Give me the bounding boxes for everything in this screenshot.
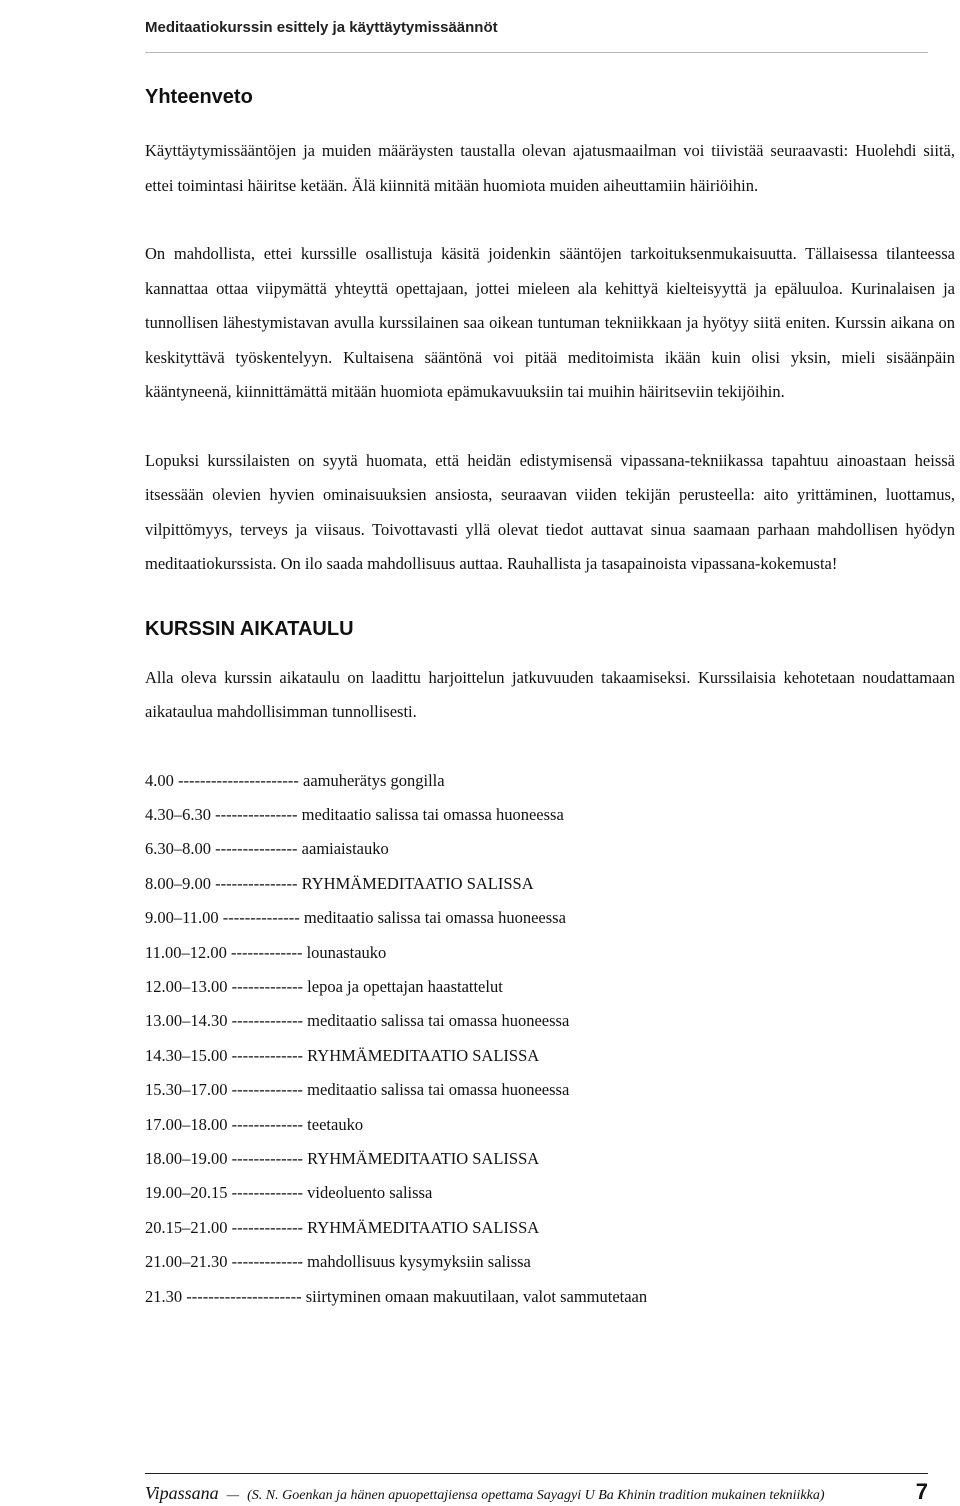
schedule-list <box>145 764 955 1315</box>
footer-dash: — <box>226 1488 240 1503</box>
schedule-item: 13.00–14.30 ------------- meditaatio salissa tai omassa huoneessa <box>145 1011 570 1031</box>
schedule-item: 18.00–19.00 ------------- RYHMÄMEDITAATIO SALISSA <box>145 1148 540 1168</box>
page-footer <box>145 1479 928 1504</box>
summary-paragraph-1: Käyttäytymissääntöjen ja muiden määräysten taustalla olevan ajatusmaailman voi tiivistää seuraavasti: Huolehdi siitä, ettei toimintasi häiritse ketään. Älä kiinnitä mitään huomiota muiden aiheuttamiin häiriöihin. <box>145 141 955 195</box>
schedule-item: 6.30–8.00 --------------- aamiaistauko <box>145 839 389 859</box>
footer-text: (S. N. Goenkan ja hänen apuopettajiensa opettama Sayagyi U Ba Khinin tradition mukainen tekniikka) <box>247 1488 825 1503</box>
schedule-item: 19.00–20.15 ------------- videoluento salissa <box>145 1183 433 1203</box>
footer-brand: Vipassana <box>145 1483 219 1503</box>
header-divider <box>145 52 928 53</box>
schedule-item: 4.00 ---------------------- aamuherätys gongilla <box>145 770 445 790</box>
schedule-item: 8.00–9.00 --------------- RYHMÄMEDITAATIO SALISSA <box>145 873 534 893</box>
schedule-item: 12.00–13.00 ------------- lepoa ja opettajan haastattelut <box>145 976 503 996</box>
footer-divider <box>145 1473 928 1474</box>
summary-paragraph-2: On mahdollista, ettei kurssille osallistuja käsitä joidenkin sääntöjen tarkoituksenmukaisuutta. Tällaisessa tilanteessa kannattaa ottaa viipymättä yhteyttä opettajaan, jottei mieleen ala kehittyä kielteisyyttä ja epäluuloa. Kurinalaisen ja tunnollisen lähestymistavan avulla kurssilainen saa oikean tuntuman tekniikkaan ja hyötyy siitä eniten. Kurssin aikana on keskityttävä työskentelyyn. Kultaisena sääntönä voi pitää meditoimista ikään kuin olisi yksin, mieli sisäänpäin kääntyneenä, kiinnittämättä mitään huomiota epämukavuuksiin tai muihin häiritseviin tekijöihin. <box>145 244 955 401</box>
schedule-intro: Alla oleva kurssin aikataulu on laadittu harjoittelun jatkuvuuden takaamiseksi. Kurssilaisia kehotetaan noudattamaan aikataulua mahdollisimman tunnollisesti. <box>145 667 955 721</box>
schedule-item: 9.00–11.00 -------------- meditaatio salissa tai omassa huoneessa <box>145 908 566 928</box>
running-header: Meditaatiokurssin esittely ja käyttäytymissäännöt <box>145 19 498 36</box>
schedule-item: 20.15–21.00 ------------- RYHMÄMEDITAATIO SALISSA <box>145 1217 540 1237</box>
schedule-item: 15.30–17.00 ------------- meditaatio salissa tai omassa huoneessa <box>145 1080 570 1100</box>
summary-paragraph-3: Lopuksi kurssilaisten on syytä huomata, että heidän edistymisensä vipassana-tekniikassa tapahtuu ainoastaan heissä itsessään olevien hyvien ominaisuuksien ansiosta, seuraavan viiden tekijän perusteella: aito yrittäminen, luottamus, vilpittömyys, terveys ja viisaus. Toivottavasti yllä olevat tiedot auttavat sinua saamaan parhaan mahdollisen hyödyn meditaatiokurssista. On ilo saada mahdollisuus auttaa. Rauhallista ja tasapainoista vipassana-kokemusta! <box>145 450 955 573</box>
schedule-heading: KURSSIN AIKATAULU <box>145 617 354 640</box>
page-content <box>145 84 955 1314</box>
schedule-item: 11.00–12.00 ------------- lounastauko <box>145 942 387 962</box>
schedule-item: 14.30–15.00 ------------- RYHMÄMEDITAATIO SALISSA <box>145 1045 540 1065</box>
schedule-item: 21.30 --------------------- siirtyminen omaan makuutilaan, valot sammutetaan <box>145 1286 648 1306</box>
schedule-item: 17.00–18.00 ------------- teetauko <box>145 1114 364 1134</box>
schedule-item: 4.30–6.30 --------------- meditaatio salissa tai omassa huoneessa <box>145 804 564 824</box>
summary-heading: Yhteenveto <box>145 86 253 108</box>
page-number: 7 <box>915 1479 928 1504</box>
schedule-item: 21.00–21.30 ------------- mahdollisuus kysymyksiin salissa <box>145 1252 531 1272</box>
